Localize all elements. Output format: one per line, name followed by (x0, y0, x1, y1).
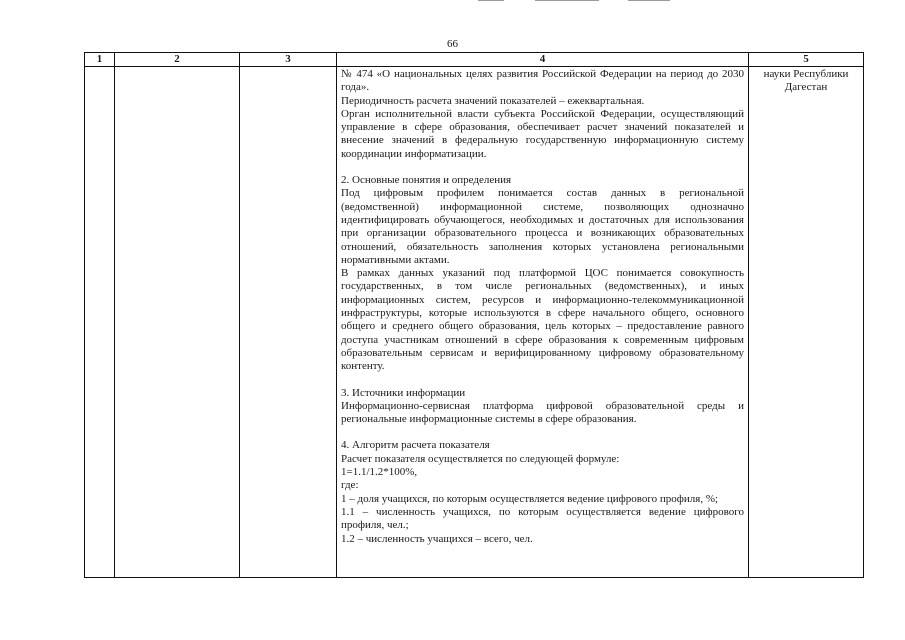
paragraph-gap (341, 426, 744, 439)
top-edge-mark (478, 0, 504, 1)
column-header-2: 2 (115, 53, 240, 67)
cell-col-3 (240, 67, 337, 578)
column-header-3: 3 (240, 53, 337, 67)
column-header-4: 4 (337, 53, 749, 67)
table-row (85, 67, 864, 578)
header-row (85, 53, 864, 67)
formula: 1=1.1/1.2*100%, (341, 466, 418, 479)
column-header-1: 1 (85, 53, 115, 67)
section-heading-sources: 3. Источники информации (341, 386, 466, 399)
formula-term-1-1: 1.1 – численность учащихся, по которым осуществляется ведение цифрового профиля, чел.; (341, 505, 744, 532)
document-table (84, 52, 864, 578)
formula-term-1: 1 – доля учащихся, по которым осуществляется ведение цифрового профиля, %; (341, 492, 719, 505)
top-edge-mark (535, 0, 599, 1)
cell-col-2 (115, 67, 240, 578)
formula-where: где: (341, 479, 359, 492)
responsible-organization: науки Республики Дагестан (763, 68, 849, 93)
paragraph-gap (341, 161, 744, 174)
paragraph-platform-definition: В рамках данных указаний под платформой ЦОС понимается совокупность государственных, в том числе региональных (ведомственных), и иных информационных систем, ресурсов и информационно-телекоммуникационной инфраструктуры, которые используются в сфере начального общего, основного общего и среднего общего образования, цель которых – предоставление равного доступа участникам отношений в сфере образования к современным цифровым образовательным сервисам и верифицированному цифровому образовательному контенту. (341, 267, 744, 373)
paragraph-gap (341, 374, 744, 387)
section-heading-definitions: 2. Основные понятия и определения (341, 174, 512, 187)
cell-col-5 (749, 67, 864, 578)
column-header-5: 5 (749, 53, 864, 67)
paragraph-formula-intro: Расчет показателя осуществляется по следующей формуле: (341, 452, 620, 465)
paragraph-sources: Информационно-сервисная платформа цифровой образовательной среды и региональные информационные системы в сфере образования. (341, 399, 744, 426)
formula-term-1-2: 1.2 – численность учащихся – всего, чел. (341, 532, 533, 545)
paragraph-periodicity: Периодичность расчета значений показателей – ежеквартальная. (341, 94, 645, 107)
paragraph-decree-reference: № 474 «О национальных целях развития Российской Федерации на период до 2030 года». (341, 68, 744, 94)
top-edge-mark (628, 0, 670, 1)
indicator-methodology-text (337, 67, 748, 546)
page-number: 66 (447, 38, 458, 50)
paragraph-digital-profile-definition: Под цифровым профилем понимается состав данных в региональной (ведомственной) информационной системе, позволяющих однозначно идентифицировать обучающегося, необходимых и достаточных для использования при организации образовательного процесса и возникающих образовательных отношений, обязательность заполнения которых установлена региональными нормативными актами. (341, 187, 744, 266)
cell-col-1 (85, 67, 115, 578)
cell-col-4 (337, 67, 749, 578)
paragraph-responsible-body: Орган исполнительной власти субъекта Российской Федерации, осуществляющий управление в сфере образования, обеспечивает расчет значений показателей и внесение значений в федеральную государственную информационную систему координации информатизации. (341, 107, 744, 160)
section-heading-algorithm: 4. Алгоритм расчета показателя (341, 439, 490, 452)
